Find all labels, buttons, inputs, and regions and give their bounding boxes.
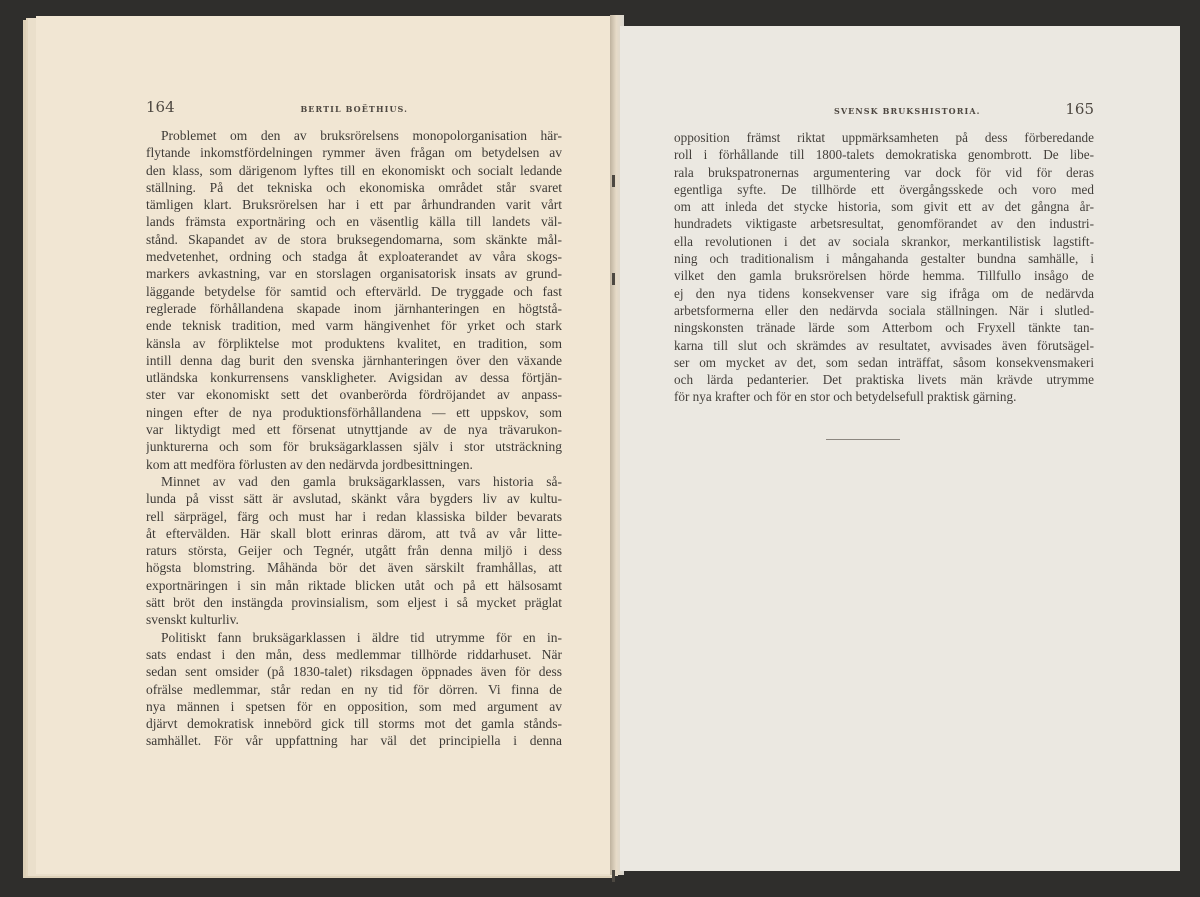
text-line: roll i förhållande till 1800-talets demokratiska genombrott. De libe- bbox=[674, 147, 1094, 163]
text-line: ofrälse medlemmar, står redan en ny tid för dörren. Vi finna de bbox=[146, 681, 562, 697]
spine-binding-mark bbox=[612, 870, 615, 882]
left-book-page bbox=[36, 16, 614, 874]
text-line: djärvt demokratisk innebörd gick till storms mot det gamla stånds- bbox=[146, 716, 562, 732]
right-book-page bbox=[620, 26, 1180, 871]
text-line: åt eftervälden. Här skall blott erinras därom, att två av vår litte- bbox=[146, 525, 562, 541]
text-line: junkturerna och som för bruksägarklassen själv i stor utsträckning bbox=[146, 439, 562, 455]
text-line: läggande betydelse för samtid och eftervärld. De tryggade och fast bbox=[146, 283, 562, 299]
text-line: intill denna dag burit den svenska järnhanteringen över den växande bbox=[146, 352, 562, 368]
text-line: rell särprägel, färg och must har i redan klassiska bilder bevarats bbox=[146, 508, 562, 524]
text-line: nya männen i spetsen för en opposition, som med argument av bbox=[146, 698, 562, 714]
right-running-head bbox=[674, 102, 1094, 117]
text-line: utländska konkurrensens vanskligheter. Avigsidan av dessa förtjän- bbox=[146, 370, 562, 386]
text-line: om att inleda det stycke historia, som givit ett av det gångna år- bbox=[674, 199, 1094, 215]
text-line: sats endast i den mån, dess medlemmar tillhörde riddarhuset. När bbox=[146, 646, 562, 662]
text-line: arbetsformerna eller den nedärvda sociala ställningen. När i slutled- bbox=[674, 302, 1094, 318]
text-line: raturs största, Geijer och Tegnér, utgått från denna miljö i dess bbox=[146, 543, 562, 559]
text-line: ningen efter de nya produktionsförhållandena — ett uppskov, som bbox=[146, 404, 562, 420]
text-line: exportnäringen i sin mån riktade blicken utåt och på ett hälsosamt bbox=[146, 577, 562, 593]
text-line: egentliga syfte. De tillhörde ett övergångsskede och voro med bbox=[674, 181, 1094, 197]
text-line: ningskonsten tränade lärde som Atterbom och Fryxell tänkte tan- bbox=[674, 320, 1094, 336]
right-running-title: SVENSK BRUKSHISTORIA. bbox=[834, 106, 981, 116]
text-line: vilket den gamla bruksrörelsen hörde hemma. Tillfullo insågo de bbox=[674, 268, 1094, 284]
text-line: medvetenhet, ordning och stadga åt exploaterandet av våra skogs- bbox=[146, 249, 562, 265]
left-running-title: BERTIL BOËTHIUS. bbox=[300, 104, 408, 114]
text-line: svenskt kulturliv. bbox=[146, 612, 239, 628]
text-line: den klass, som därigenom lyftes till en ekonomiskt och socialt ledande bbox=[146, 162, 562, 178]
text-line: markers avkastning, var en storslagen organisatorisk insats av grund- bbox=[146, 266, 562, 282]
right-page-text bbox=[674, 129, 1094, 406]
text-line: Minnet av vad den gamla bruksägarklassen, vars historia så- bbox=[161, 473, 562, 489]
text-line: sätt bröt den instängda provinsialism, som eljest i så mycket präglat bbox=[146, 595, 562, 611]
text-line: ster var ekonomiskt sett det ovanberörda fördröjandet av anpass- bbox=[146, 387, 562, 403]
left-running-head bbox=[146, 100, 562, 115]
text-line: rala brukspatronernas argumentering var dock för vid för deras bbox=[674, 164, 1094, 180]
text-line: för nya krafter och för en stor och betydelsefull praktisk gärning. bbox=[674, 389, 1017, 405]
text-line: samhället. För vår uppfattning har väl det principiella i denna bbox=[146, 733, 562, 749]
text-line: Problemet om den av bruksrörelsens monopolorganisation här- bbox=[161, 128, 562, 143]
text-line: ej den nya tidens konsekvenser vare sig ifråga om de nedärvda bbox=[674, 285, 1094, 301]
left-page-number: 164 bbox=[146, 98, 175, 116]
text-line: stånd. Skapandet av de stora bruksegendomarna, som skänkte mål- bbox=[146, 231, 562, 247]
text-line: ella revolutionen i det av sociala skrankor, merkantilistisk lagstift- bbox=[674, 233, 1094, 249]
spine-binding-mark bbox=[612, 273, 615, 285]
text-line: lunda på visst sätt är avslutad, skänkt våra bygders liv av kultu- bbox=[146, 491, 562, 507]
text-line: sedan sent omsider (på 1830-talet) riksdagen öppnades även för dess bbox=[146, 664, 562, 680]
end-of-section-rule bbox=[826, 439, 900, 440]
text-line: och lärda pedanterier. Det praktiska livets män krävde utrymme bbox=[674, 372, 1094, 388]
spine-binding-mark bbox=[612, 175, 615, 187]
text-line: högsta blomstring. Måhända bör det även särskilt framhållas, att bbox=[146, 560, 562, 576]
text-line: Politiskt fann bruksägarklassen i äldre tid utrymme för en in- bbox=[161, 629, 562, 645]
text-line: flytande inkomstfördelningen rymmer även frågan om betydelsen av bbox=[146, 145, 562, 161]
text-line: kom att medföra förlusten av den nedärvda jordbesittningen. bbox=[146, 456, 473, 472]
text-line: var liktydigt med ett försenat utnyttjande av de nya trävarukon- bbox=[146, 422, 562, 438]
text-line: reglerade förhållandena skapade inom järnhanteringen en högtstå- bbox=[146, 300, 562, 316]
text-line: ser om mycket av det, som sedan inträffat, såsom konsekvensmakeri bbox=[674, 354, 1094, 370]
right-page-number: 165 bbox=[1065, 100, 1094, 118]
text-line: ning och traditionalism i mångahanda gestalter bundna samhälle, i bbox=[674, 251, 1094, 267]
text-line: ende teknisk tradition, med varm hängivenhet för yrket och stark bbox=[146, 318, 562, 334]
text-line: ställning. På det tekniska och ekonomiska området står svaret bbox=[146, 179, 562, 195]
left-page-text bbox=[146, 127, 562, 750]
text-line: hundradets viktigaste arbetsresultat, genomförandet av den industri- bbox=[674, 216, 1094, 232]
text-line: lands främsta exportnäring och en väsentlig källa till landets väl- bbox=[146, 214, 562, 230]
text-line: opposition främst riktat uppmärksamheten på dess förberedande bbox=[674, 130, 1094, 145]
text-line: tämligen klart. Bruksrörelsen har i ett par århundranden varit vårt bbox=[146, 197, 562, 213]
text-line: känsla av förpliktelse mot produktens kvalitet, en tradition, som bbox=[146, 335, 562, 351]
text-line: karna till slut och skrämdes av resultatet, avvisades även förutsägel- bbox=[674, 337, 1094, 353]
